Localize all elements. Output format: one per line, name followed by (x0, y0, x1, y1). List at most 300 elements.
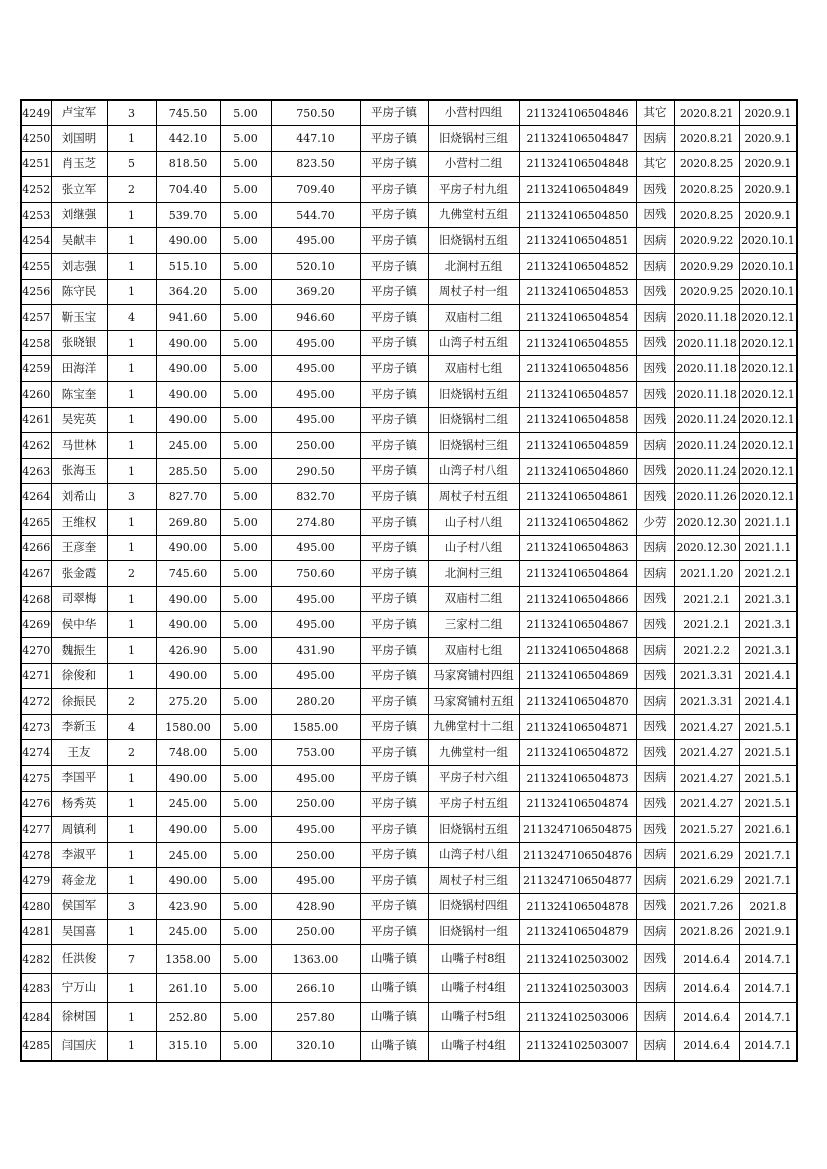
cell-household-size: 1 (107, 228, 156, 254)
cell-village-group: 山嘴子村5组 (428, 1003, 519, 1032)
cell-total-amount: 750.60 (271, 561, 360, 587)
cell-name: 吴宪英 (51, 407, 107, 433)
cell-reason: 因病 (636, 974, 674, 1003)
cell-id-number: 211324106504863 (519, 535, 636, 561)
cell-approval-date: 2021.3.31 (674, 689, 739, 715)
cell-id-number: 211324106504852 (519, 254, 636, 280)
table-row (21, 974, 797, 1003)
table-row (21, 893, 797, 919)
cell-extra-amount: 5.00 (220, 1032, 271, 1061)
cell-approval-date: 2020.11.18 (674, 382, 739, 408)
table-row (21, 945, 797, 974)
cell-base-amount: 490.00 (156, 382, 220, 408)
cell-id-number: 211324106504861 (519, 484, 636, 510)
cell-base-amount: 315.10 (156, 1032, 220, 1061)
cell-id-number: 211324106504848 (519, 151, 636, 177)
records-table-body (21, 100, 797, 1061)
cell-reason: 因病 (636, 842, 674, 868)
cell-total-amount: 320.10 (271, 1032, 360, 1061)
cell-base-amount: 261.10 (156, 974, 220, 1003)
cell-town: 山嘴子镇 (360, 945, 428, 974)
cell-town: 平房子镇 (360, 151, 428, 177)
cell-reason: 因残 (636, 586, 674, 612)
cell-reason: 因残 (636, 458, 674, 484)
cell-record-no: 4262 (21, 433, 51, 459)
cell-extra-amount: 5.00 (220, 868, 271, 894)
cell-start-date: 2020.12.1 (739, 484, 797, 510)
cell-id-number: 2113247106504876 (519, 842, 636, 868)
cell-village-group: 三家村二组 (428, 612, 519, 638)
cell-household-size: 3 (107, 893, 156, 919)
cell-id-number: 211324106504850 (519, 202, 636, 228)
cell-approval-date: 2021.4.27 (674, 714, 739, 740)
cell-household-size: 2 (107, 177, 156, 203)
table-row (21, 151, 797, 177)
cell-base-amount: 1580.00 (156, 714, 220, 740)
cell-base-amount: 539.70 (156, 202, 220, 228)
cell-id-number: 211324106504862 (519, 510, 636, 536)
cell-base-amount: 490.00 (156, 407, 220, 433)
table-row (21, 510, 797, 536)
cell-reason: 因残 (636, 893, 674, 919)
cell-start-date: 2020.9.1 (739, 126, 797, 152)
cell-household-size: 1 (107, 612, 156, 638)
cell-name: 徐树国 (51, 1003, 107, 1032)
cell-approval-date: 2021.6.29 (674, 868, 739, 894)
cell-record-no: 4281 (21, 919, 51, 945)
cell-approval-date: 2020.11.26 (674, 484, 739, 510)
cell-extra-amount: 5.00 (220, 689, 271, 715)
cell-town: 平房子镇 (360, 382, 428, 408)
table-row (21, 228, 797, 254)
cell-reason: 因病 (636, 228, 674, 254)
cell-approval-date: 2020.11.24 (674, 433, 739, 459)
cell-total-amount: 495.00 (271, 817, 360, 843)
cell-total-amount: 431.90 (271, 637, 360, 663)
cell-total-amount: 946.60 (271, 305, 360, 331)
cell-name: 马世林 (51, 433, 107, 459)
cell-id-number: 211324106504849 (519, 177, 636, 203)
cell-household-size: 1 (107, 663, 156, 689)
cell-base-amount: 490.00 (156, 535, 220, 561)
table-row (21, 740, 797, 766)
cell-record-no: 4250 (21, 126, 51, 152)
cell-base-amount: 745.60 (156, 561, 220, 587)
cell-approval-date: 2014.6.4 (674, 974, 739, 1003)
cell-name: 司翠梅 (51, 586, 107, 612)
cell-village-group: 小营村二组 (428, 151, 519, 177)
cell-town: 平房子镇 (360, 586, 428, 612)
cell-extra-amount: 5.00 (220, 765, 271, 791)
cell-approval-date: 2020.8.21 (674, 126, 739, 152)
cell-start-date: 2020.12.1 (739, 305, 797, 331)
cell-village-group: 九佛堂村十二组 (428, 714, 519, 740)
cell-town: 平房子镇 (360, 842, 428, 868)
cell-name: 吴献丰 (51, 228, 107, 254)
cell-name: 张晓银 (51, 330, 107, 356)
table-row (21, 1003, 797, 1032)
cell-start-date: 2021.5.1 (739, 740, 797, 766)
cell-id-number: 211324106504864 (519, 561, 636, 587)
cell-base-amount: 245.00 (156, 433, 220, 459)
cell-town: 平房子镇 (360, 868, 428, 894)
cell-extra-amount: 5.00 (220, 791, 271, 817)
cell-start-date: 2014.7.1 (739, 945, 797, 974)
table-row (21, 919, 797, 945)
cell-record-no: 4265 (21, 510, 51, 536)
cell-record-no: 4276 (21, 791, 51, 817)
cell-town: 平房子镇 (360, 279, 428, 305)
cell-reason: 因病 (636, 765, 674, 791)
cell-household-size: 4 (107, 305, 156, 331)
cell-id-number: 211324106504878 (519, 893, 636, 919)
cell-village-group: 山嘴子村8组 (428, 945, 519, 974)
cell-id-number: 211324106504855 (519, 330, 636, 356)
cell-approval-date: 2021.4.27 (674, 791, 739, 817)
table-row (21, 586, 797, 612)
cell-extra-amount: 5.00 (220, 254, 271, 280)
cell-id-number: 211324106504873 (519, 765, 636, 791)
cell-id-number: 211324102503007 (519, 1032, 636, 1061)
cell-extra-amount: 5.00 (220, 151, 271, 177)
cell-total-amount: 495.00 (271, 663, 360, 689)
cell-name: 王友 (51, 740, 107, 766)
cell-name: 卢宝军 (51, 100, 107, 126)
cell-name: 杨秀英 (51, 791, 107, 817)
cell-approval-date: 2020.8.25 (674, 151, 739, 177)
cell-village-group: 山子村八组 (428, 535, 519, 561)
cell-total-amount: 495.00 (271, 330, 360, 356)
cell-village-group: 山湾子村八组 (428, 458, 519, 484)
cell-base-amount: 423.90 (156, 893, 220, 919)
cell-village-group: 北涧村三组 (428, 561, 519, 587)
cell-extra-amount: 5.00 (220, 279, 271, 305)
cell-household-size: 1 (107, 126, 156, 152)
cell-record-no: 4269 (21, 612, 51, 638)
cell-town: 平房子镇 (360, 612, 428, 638)
cell-record-no: 4249 (21, 100, 51, 126)
cell-base-amount: 818.50 (156, 151, 220, 177)
table-row (21, 484, 797, 510)
cell-name: 刘希山 (51, 484, 107, 510)
cell-reason: 因残 (636, 407, 674, 433)
cell-town: 平房子镇 (360, 407, 428, 433)
cell-reason: 其它 (636, 151, 674, 177)
table-row (21, 1032, 797, 1061)
cell-reason: 因残 (636, 177, 674, 203)
cell-id-number: 211324102503006 (519, 1003, 636, 1032)
cell-approval-date: 2021.2.1 (674, 586, 739, 612)
cell-total-amount: 447.10 (271, 126, 360, 152)
cell-extra-amount: 5.00 (220, 228, 271, 254)
cell-record-no: 4275 (21, 765, 51, 791)
cell-id-number: 211324106504859 (519, 433, 636, 459)
cell-household-size: 1 (107, 254, 156, 280)
cell-town: 平房子镇 (360, 535, 428, 561)
cell-reason: 因病 (636, 561, 674, 587)
cell-name: 李新玉 (51, 714, 107, 740)
cell-approval-date: 2020.9.29 (674, 254, 739, 280)
cell-name: 闫国庆 (51, 1032, 107, 1061)
cell-name: 靳玉宝 (51, 305, 107, 331)
cell-approval-date: 2021.4.27 (674, 765, 739, 791)
cell-household-size: 2 (107, 561, 156, 587)
cell-village-group: 旧烧锅村五组 (428, 382, 519, 408)
cell-household-size: 1 (107, 382, 156, 408)
cell-village-group: 双庙村二组 (428, 305, 519, 331)
cell-name: 张金霞 (51, 561, 107, 587)
cell-id-number: 211324106504869 (519, 663, 636, 689)
cell-start-date: 2021.3.1 (739, 612, 797, 638)
cell-approval-date: 2020.11.24 (674, 407, 739, 433)
cell-extra-amount: 5.00 (220, 535, 271, 561)
cell-town: 平房子镇 (360, 356, 428, 382)
cell-reason: 因残 (636, 279, 674, 305)
cell-start-date: 2021.5.1 (739, 765, 797, 791)
cell-household-size: 1 (107, 356, 156, 382)
cell-start-date: 2021.5.1 (739, 791, 797, 817)
cell-extra-amount: 5.00 (220, 1003, 271, 1032)
cell-extra-amount: 5.00 (220, 586, 271, 612)
cell-base-amount: 245.00 (156, 919, 220, 945)
cell-base-amount: 426.90 (156, 637, 220, 663)
cell-name: 任洪俊 (51, 945, 107, 974)
cell-extra-amount: 5.00 (220, 305, 271, 331)
cell-reason: 因病 (636, 868, 674, 894)
table-row (21, 305, 797, 331)
cell-village-group: 旧烧锅村五组 (428, 817, 519, 843)
cell-start-date: 2021.2.1 (739, 561, 797, 587)
cell-name: 徐振民 (51, 689, 107, 715)
cell-approval-date: 2021.5.27 (674, 817, 739, 843)
cell-village-group: 平房子村九组 (428, 177, 519, 203)
cell-name: 周镇利 (51, 817, 107, 843)
cell-approval-date: 2020.9.22 (674, 228, 739, 254)
cell-extra-amount: 5.00 (220, 202, 271, 228)
cell-village-group: 山嘴子村4组 (428, 1032, 519, 1061)
cell-town: 平房子镇 (360, 765, 428, 791)
cell-town: 平房子镇 (360, 714, 428, 740)
cell-record-no: 4268 (21, 586, 51, 612)
cell-approval-date: 2021.2.2 (674, 637, 739, 663)
cell-reason: 因病 (636, 919, 674, 945)
cell-id-number: 211324106504871 (519, 714, 636, 740)
cell-id-number: 211324106504847 (519, 126, 636, 152)
cell-total-amount: 250.00 (271, 791, 360, 817)
cell-household-size: 1 (107, 1003, 156, 1032)
cell-record-no: 4270 (21, 637, 51, 663)
records-table (20, 99, 798, 1062)
cell-name: 肖玉芝 (51, 151, 107, 177)
table-row (21, 561, 797, 587)
cell-total-amount: 495.00 (271, 765, 360, 791)
cell-start-date: 2021.3.1 (739, 586, 797, 612)
cell-id-number: 211324106504872 (519, 740, 636, 766)
cell-household-size: 1 (107, 202, 156, 228)
cell-reason: 因病 (636, 126, 674, 152)
cell-village-group: 旧烧锅村三组 (428, 126, 519, 152)
cell-reason: 因病 (636, 535, 674, 561)
cell-start-date: 2021.1.1 (739, 510, 797, 536)
cell-name: 宁万山 (51, 974, 107, 1003)
cell-total-amount: 250.00 (271, 842, 360, 868)
cell-start-date: 2020.9.1 (739, 151, 797, 177)
cell-start-date: 2020.12.1 (739, 382, 797, 408)
cell-id-number: 211324106504856 (519, 356, 636, 382)
cell-reason: 因病 (636, 254, 674, 280)
cell-approval-date: 2021.1.20 (674, 561, 739, 587)
cell-household-size: 1 (107, 407, 156, 433)
table-row (21, 791, 797, 817)
cell-reason: 因残 (636, 484, 674, 510)
cell-village-group: 周杖子村五组 (428, 484, 519, 510)
cell-record-no: 4256 (21, 279, 51, 305)
cell-extra-amount: 5.00 (220, 612, 271, 638)
cell-town: 平房子镇 (360, 254, 428, 280)
cell-total-amount: 495.00 (271, 586, 360, 612)
cell-start-date: 2014.7.1 (739, 1032, 797, 1061)
cell-village-group: 平房子村五组 (428, 791, 519, 817)
cell-record-no: 4261 (21, 407, 51, 433)
cell-extra-amount: 5.00 (220, 561, 271, 587)
cell-start-date: 2021.4.1 (739, 663, 797, 689)
cell-id-number: 211324106504868 (519, 637, 636, 663)
cell-household-size: 1 (107, 817, 156, 843)
cell-town: 平房子镇 (360, 637, 428, 663)
cell-reason: 因病 (636, 637, 674, 663)
cell-start-date: 2021.4.1 (739, 689, 797, 715)
cell-household-size: 2 (107, 740, 156, 766)
cell-start-date: 2021.7.1 (739, 868, 797, 894)
cell-extra-amount: 5.00 (220, 919, 271, 945)
cell-village-group: 山子村八组 (428, 510, 519, 536)
cell-town: 平房子镇 (360, 177, 428, 203)
cell-reason: 因残 (636, 663, 674, 689)
cell-household-size: 1 (107, 919, 156, 945)
table-row (21, 254, 797, 280)
cell-base-amount: 285.50 (156, 458, 220, 484)
cell-start-date: 2020.9.1 (739, 202, 797, 228)
cell-extra-amount: 5.00 (220, 974, 271, 1003)
cell-id-number: 211324106504858 (519, 407, 636, 433)
cell-record-no: 4274 (21, 740, 51, 766)
cell-start-date: 2014.7.1 (739, 974, 797, 1003)
cell-approval-date: 2021.2.1 (674, 612, 739, 638)
cell-town: 平房子镇 (360, 484, 428, 510)
cell-name: 王维权 (51, 510, 107, 536)
cell-approval-date: 2021.7.26 (674, 893, 739, 919)
cell-start-date: 2020.12.1 (739, 407, 797, 433)
cell-record-no: 4280 (21, 893, 51, 919)
cell-base-amount: 364.20 (156, 279, 220, 305)
cell-household-size: 1 (107, 868, 156, 894)
cell-extra-amount: 5.00 (220, 458, 271, 484)
cell-base-amount: 275.20 (156, 689, 220, 715)
cell-village-group: 旧烧锅村五组 (428, 228, 519, 254)
cell-name: 田海洋 (51, 356, 107, 382)
cell-village-group: 马家窝铺村五组 (428, 689, 519, 715)
table-row (21, 612, 797, 638)
cell-approval-date: 2020.11.18 (674, 305, 739, 331)
cell-household-size: 1 (107, 842, 156, 868)
cell-household-size: 1 (107, 535, 156, 561)
cell-village-group: 旧烧锅村三组 (428, 433, 519, 459)
cell-record-no: 4258 (21, 330, 51, 356)
cell-household-size: 1 (107, 586, 156, 612)
cell-village-group: 小营村四组 (428, 100, 519, 126)
cell-total-amount: 520.10 (271, 254, 360, 280)
cell-extra-amount: 5.00 (220, 893, 271, 919)
cell-reason: 因残 (636, 714, 674, 740)
cell-town: 平房子镇 (360, 202, 428, 228)
cell-name: 蒋金龙 (51, 868, 107, 894)
cell-village-group: 双庙村七组 (428, 356, 519, 382)
cell-total-amount: 280.20 (271, 689, 360, 715)
cell-household-size: 7 (107, 945, 156, 974)
cell-extra-amount: 5.00 (220, 100, 271, 126)
cell-extra-amount: 5.00 (220, 714, 271, 740)
cell-id-number: 211324106504867 (519, 612, 636, 638)
cell-approval-date: 2020.11.24 (674, 458, 739, 484)
cell-name: 魏振生 (51, 637, 107, 663)
cell-name: 刘继强 (51, 202, 107, 228)
table-row (21, 202, 797, 228)
cell-base-amount: 245.00 (156, 791, 220, 817)
cell-name: 张立军 (51, 177, 107, 203)
cell-id-number: 211324106504851 (519, 228, 636, 254)
cell-start-date: 2020.12.1 (739, 433, 797, 459)
table-row (21, 765, 797, 791)
cell-id-number: 211324102503002 (519, 945, 636, 974)
cell-total-amount: 495.00 (271, 356, 360, 382)
cell-base-amount: 745.50 (156, 100, 220, 126)
cell-town: 平房子镇 (360, 663, 428, 689)
cell-base-amount: 269.80 (156, 510, 220, 536)
cell-record-no: 4279 (21, 868, 51, 894)
cell-town: 山嘴子镇 (360, 1003, 428, 1032)
cell-reason: 因残 (636, 740, 674, 766)
cell-total-amount: 709.40 (271, 177, 360, 203)
cell-start-date: 2021.9.1 (739, 919, 797, 945)
cell-village-group: 双庙村二组 (428, 586, 519, 612)
cell-household-size: 3 (107, 484, 156, 510)
cell-village-group: 山嘴子村4组 (428, 974, 519, 1003)
cell-record-no: 4277 (21, 817, 51, 843)
cell-id-number: 211324106504854 (519, 305, 636, 331)
cell-approval-date: 2020.12.30 (674, 535, 739, 561)
cell-name: 张海玉 (51, 458, 107, 484)
cell-approval-date: 2020.9.25 (674, 279, 739, 305)
cell-village-group: 九佛堂村五组 (428, 202, 519, 228)
table-row (21, 433, 797, 459)
cell-start-date: 2021.7.1 (739, 842, 797, 868)
cell-base-amount: 1358.00 (156, 945, 220, 974)
cell-approval-date: 2020.12.30 (674, 510, 739, 536)
cell-record-no: 4259 (21, 356, 51, 382)
cell-base-amount: 490.00 (156, 817, 220, 843)
cell-record-no: 4273 (21, 714, 51, 740)
cell-record-no: 4255 (21, 254, 51, 280)
cell-village-group: 周杖子村一组 (428, 279, 519, 305)
cell-record-no: 4283 (21, 974, 51, 1003)
cell-total-amount: 495.00 (271, 535, 360, 561)
cell-household-size: 1 (107, 974, 156, 1003)
cell-base-amount: 490.00 (156, 868, 220, 894)
table-row (21, 177, 797, 203)
cell-id-number: 211324106504879 (519, 919, 636, 945)
cell-start-date: 2020.10.1 (739, 228, 797, 254)
cell-approval-date: 2014.6.4 (674, 945, 739, 974)
